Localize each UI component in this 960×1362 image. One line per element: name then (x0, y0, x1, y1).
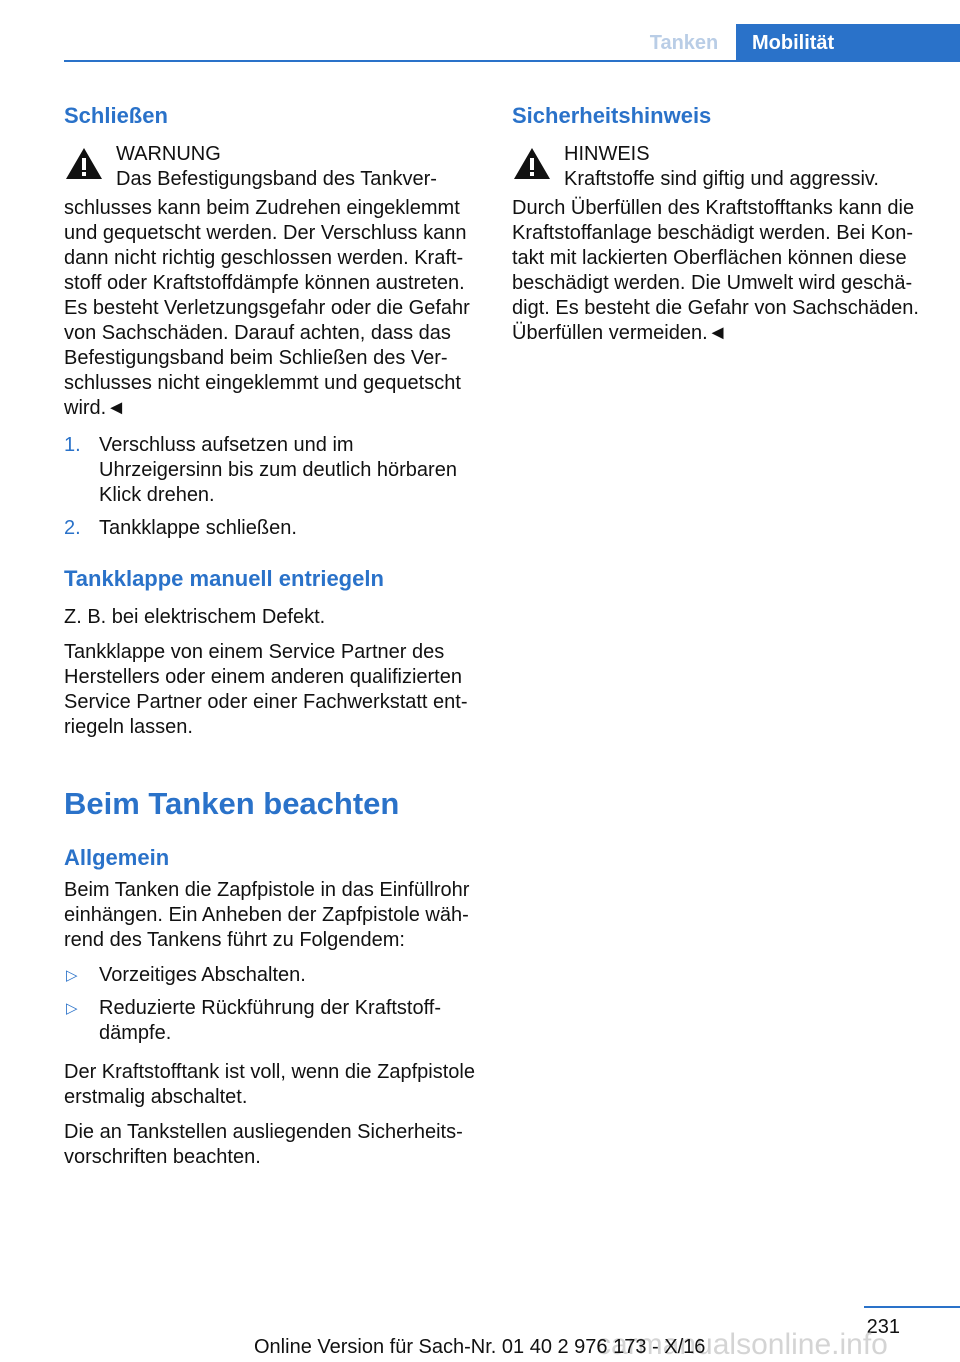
notice-label: HINWEIS (564, 143, 650, 165)
step-text: Tankklappe schließen. (99, 517, 297, 539)
warning-text: schlusses kann beim Zudrehen eingeklemmt und gequetscht werden. Der Verschluss kann dann nicht richtig geschlossen werden. Kraft-stoff oder Kraftstoffdämpfe können austreten. Es besteht Verletzungsgefahr oder die Gefahr von Sachschäden. Darauf achten, dass das Befestigungsband beim Schließen des Ver-schlusses nicht eingeklemmt und gequetscht wird.◄ (64, 197, 470, 419)
bullet-triangle-icon: ▷ (66, 967, 78, 984)
list-item (64, 996, 482, 1046)
notice-text: Durch Überfüllen des Kraftstofftanks kann die Kraftstoffanlage beschädigt werden. Bei Kon-takt mit lackierten Oberflächen können diese beschädigt werden. Die Umwelt wird geschä-digt. Es besteht die Gefahr von Sachschäden. Überfüllen vermeiden.◄ (512, 197, 919, 344)
notice-text-first-line: Kraftstoffe sind giftig und aggressiv. (564, 168, 879, 190)
paragraph: Z. B. bei elektrischem Defekt. (64, 606, 326, 628)
warning-block (64, 142, 482, 192)
section-title-sicherheitshinweis: Sicherheitshinweis (512, 103, 712, 128)
step-text: Verschluss aufsetzen und im Uhrzeigersinn bis zum deutlich hörbaren Klick drehen. (99, 434, 457, 506)
warning-label: WARNUNG (116, 143, 221, 165)
notice-block (512, 142, 922, 192)
bullet-triangle-icon: ▷ (66, 1000, 78, 1017)
warning-text-first-line: Das Befestigungsband des Tankver- (116, 168, 437, 190)
section-title-allgemein: Allgemein (64, 845, 170, 870)
paragraph: Die an Tankstellen ausliegenden Sicherheits-vorschriften beachten. (64, 1121, 463, 1168)
footer-note: Online Version für Sach-Nr. 01 40 2 976 173 - X/16 (254, 1336, 706, 1358)
step-list (64, 433, 482, 541)
bullet-text: Vorzeitiges Abschalten. (99, 964, 306, 986)
page-number: 231 (866, 1316, 900, 1338)
step-number: 1. (64, 434, 81, 456)
list-item (64, 433, 482, 508)
step-number: 2. (64, 517, 81, 539)
list-item (64, 963, 482, 988)
left-column (64, 100, 482, 1180)
bullet-list (64, 963, 482, 1046)
paragraph: Der Kraftstofftank ist voll, wenn die Zapfpistole erstmalig abschaltet. (64, 1061, 475, 1108)
warning-triangle-icon (64, 146, 104, 182)
paragraph: Beim Tanken die Zapfpistole in das Einfüllrohr einhängen. Ein Anheben der Zapfpistole wäh-rend des Tankens führt zu Folgendem: (64, 879, 470, 951)
section-title-tankklappe: Tankklappe manuell entriegeln (64, 566, 384, 591)
right-column (512, 100, 922, 358)
section-title-schliessen: Schließen (64, 103, 168, 128)
warning-triangle-icon (512, 146, 552, 182)
header-tab-tanken: Tanken (649, 32, 719, 54)
footer-rule (864, 1306, 960, 1308)
bullet-text: Reduzierte Rückführung der Kraftstoff-dämpfe. (99, 997, 442, 1044)
watermark: carmanualsonline.info (596, 1328, 888, 1361)
paragraph: Tankklappe von einem Service Partner des Herstellers oder einem anderen qualifizierten Service Partner oder einer Fachwerkstatt ent-riegeln lassen. (64, 641, 468, 738)
header-tab-mobilitaet: Mobilität (736, 24, 960, 62)
chapter-title: Beim Tanken beachten (64, 786, 400, 821)
list-item (64, 516, 482, 541)
